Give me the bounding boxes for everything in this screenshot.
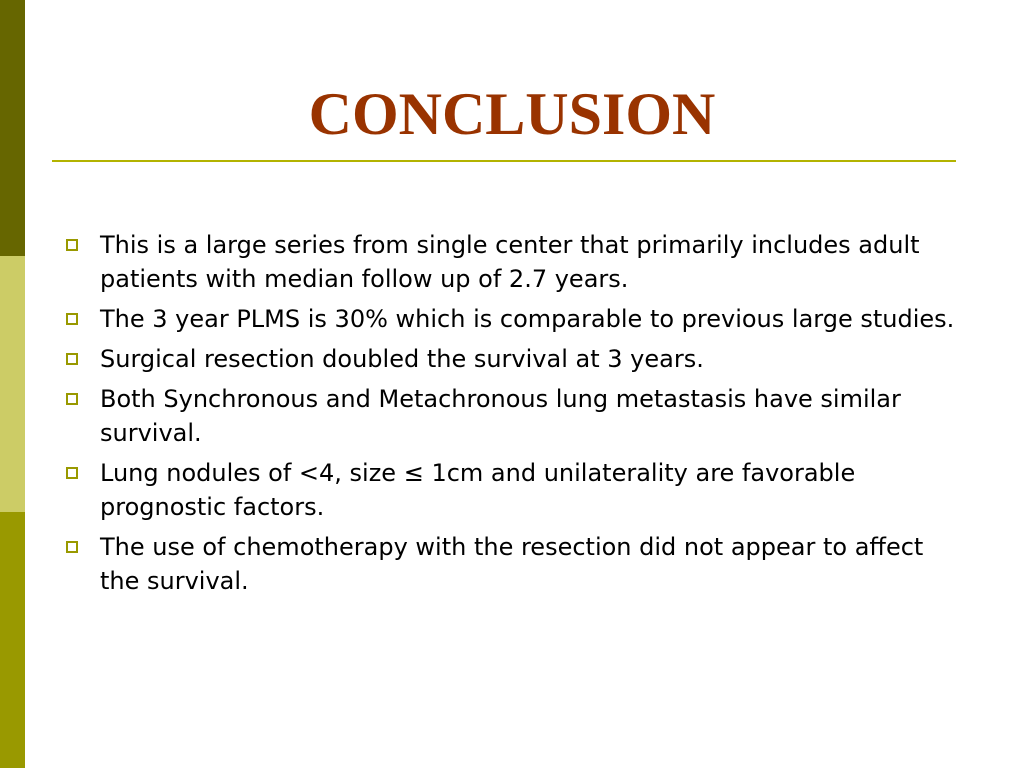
side-decoration-bar: [0, 0, 25, 768]
side-bar-segment-middle: [0, 256, 25, 512]
slide-title: CONCLUSION: [308, 81, 716, 147]
square-bullet-icon: [66, 353, 78, 365]
bullet-text: Surgical resection doubled the survival at 3 years.: [100, 345, 704, 373]
square-bullet-icon: [66, 541, 78, 553]
square-bullet-icon: [66, 239, 78, 251]
square-bullet-icon: [66, 467, 78, 479]
bullet-item: [62, 530, 962, 598]
side-bar-segment-top: [0, 0, 25, 256]
bullet-text: Lung nodules of <4, size ≤ 1cm and unilaterality are favorable prognostic factors.: [100, 459, 856, 521]
bullet-text: Both Synchronous and Metachronous lung metastasis have similar survival.: [100, 385, 901, 447]
bullet-item: [62, 302, 962, 336]
square-bullet-icon: [66, 393, 78, 405]
bullet-list: [62, 228, 962, 604]
bullet-item: [62, 228, 962, 296]
bullet-text: The 3 year PLMS is 30% which is comparable to previous large studies.: [100, 305, 955, 333]
bullet-text: This is a large series from single center that primarily includes adult patients with median follow up of 2.7 years.: [100, 231, 920, 293]
bullet-item: [62, 382, 962, 450]
bullet-item: [62, 342, 962, 376]
title-divider: [52, 160, 956, 162]
square-bullet-icon: [66, 313, 78, 325]
bullet-item: [62, 456, 962, 524]
side-bar-segment-bottom: [0, 512, 25, 768]
bullet-text: The use of chemotherapy with the resection did not appear to affect the survival.: [100, 533, 924, 595]
